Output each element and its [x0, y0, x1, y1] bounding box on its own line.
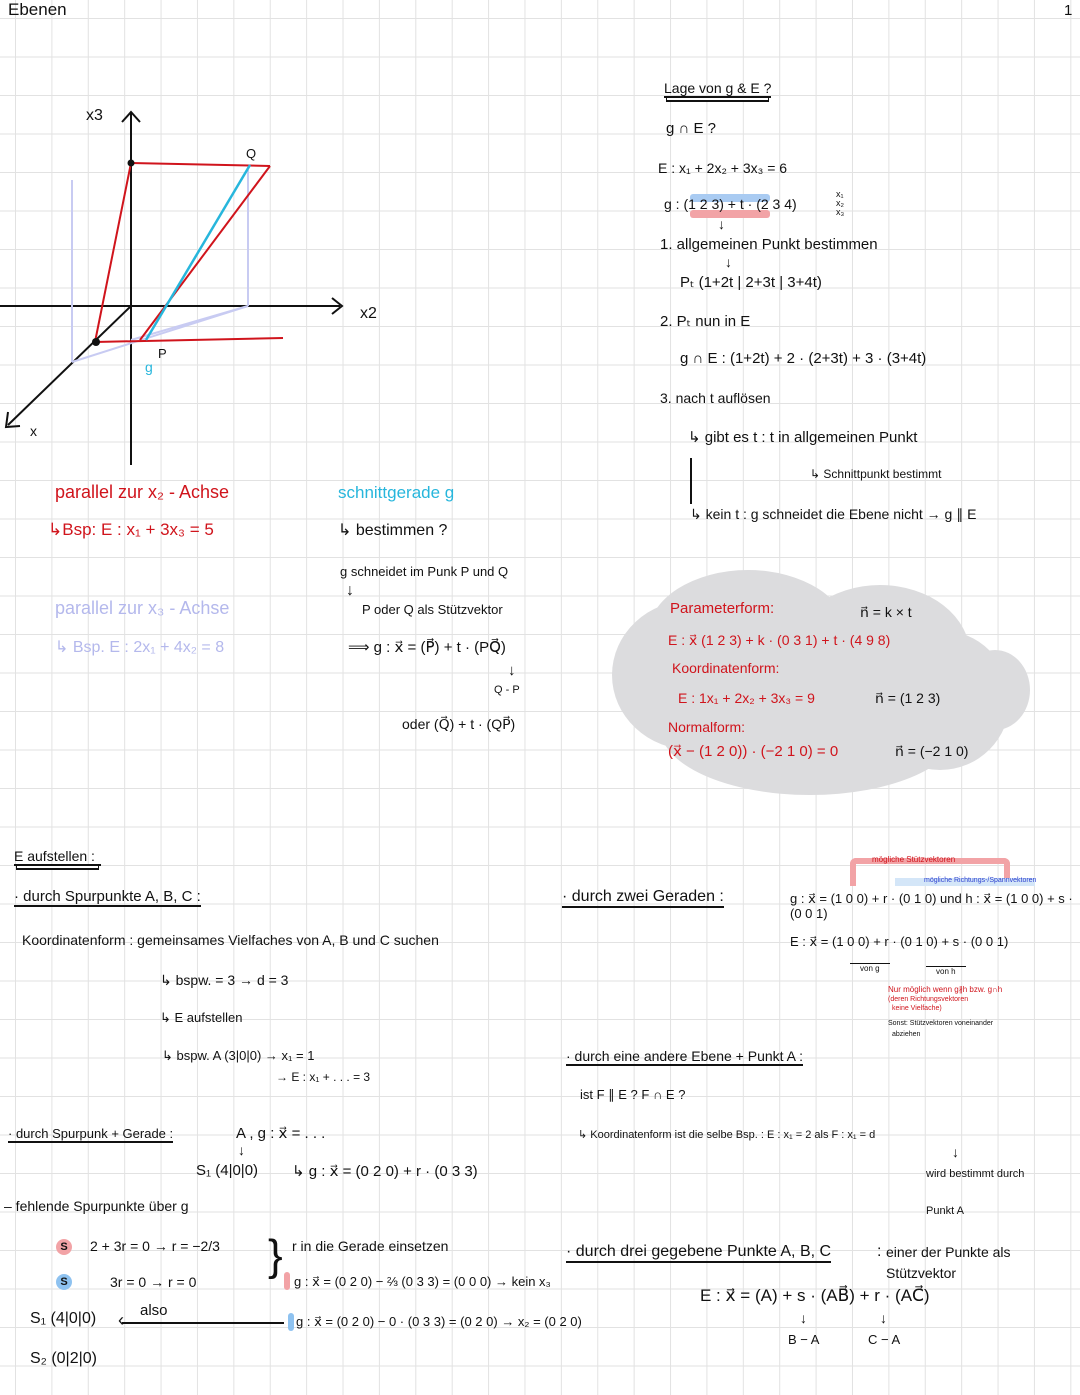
x1-axis [8, 306, 131, 425]
schnitt-line1: g schneidet im Punk P und Q [340, 564, 509, 579]
richt-label: mögliche Richtungs-/Spannvektoren [924, 877, 1037, 884]
page-title: Ebenen [8, 0, 67, 19]
lage-plane: E : x₁ + 2x₂ + 3x₃ = 6 [658, 160, 788, 176]
line-g-label: g [145, 359, 153, 375]
result-s2: S₂ (0|2|0) [30, 1350, 97, 1367]
brace: } [268, 1231, 283, 1280]
schnitt-line4: Q - P [494, 684, 520, 696]
coord-eq: E : 1x₁ + 2x₂ + 3x₃ = 9 [678, 690, 815, 706]
schnitt-arrow: ↓ [346, 582, 354, 599]
x2-label: x2 [360, 305, 377, 322]
andere-wird: wird bestimmt durch [926, 1168, 1025, 1180]
stuetz-label: mögliche Stützvektoren [872, 855, 956, 864]
normal-eq: (x⃗ − (1 2 0)) · (−2 1 0) = 0 [668, 743, 839, 760]
zwei-note1: Nur möglich wenn g∦h bzw. g∩h [888, 985, 1003, 994]
drei-colon: : [877, 1243, 882, 1260]
drei-arrow-ac: ↓ [880, 1310, 887, 1326]
schnitt-line5: oder (Q⃗) + t · (QP⃗) [402, 716, 516, 732]
g-eval2: g : x⃗ = (0 2 0) − 0 · (0 3 3) = (0 2 0) → x₂ = (0 2 0) [296, 1314, 582, 1329]
also-label: also [140, 1302, 168, 1319]
red-marker [284, 1272, 290, 1290]
drei-note1: einer der Punkte als [886, 1244, 1011, 1260]
also-arrow [122, 1322, 284, 1324]
lage-title: Lage von g & E ? [664, 80, 772, 96]
lage-case1b: ↳ Schnittpunkt bestimmt [810, 467, 942, 481]
drei-note2: Stützvektor [886, 1265, 957, 1281]
koord-line: Koordinatenform : gemeinsames Vielfaches von A, B und C suchen [22, 932, 439, 948]
s-blue-badge: S [56, 1274, 72, 1290]
andere-arrow: ↓ [952, 1144, 959, 1160]
koord-step3: ↳ bspw. A (3|0|0) → x₁ = 1 [162, 1048, 315, 1063]
parallel-x2-title: parallel zur x₂ - Achse [55, 482, 230, 502]
line-g [146, 165, 250, 340]
lage-point: Pₜ (1+2t | 2+3t | 3+4t) [680, 274, 822, 291]
andere-punkt: Punkt A [926, 1205, 964, 1217]
lage-case1: ↳ gibt es t : t in allgemeinen Punkt [688, 429, 918, 446]
lage-step2: 2. Pₜ nun in E [660, 313, 751, 330]
schnitt-arrow2: ↓ [508, 662, 516, 679]
r-eq1: 2 + 3r = 0 → r = −2/3 [90, 1238, 220, 1254]
zwei-note2: (deren Richtungsvektoren [888, 996, 969, 1003]
parallel-x3-title: parallel zur x₃ - Achse [55, 598, 230, 618]
param-normal: n⃗ = k × t [860, 604, 912, 620]
drei-ca: C − A [868, 1332, 901, 1347]
g-eval1: g : x⃗ = (0 2 0) − ⅔ (0 3 3) = (0 0 0) → kein x₃ [294, 1274, 551, 1289]
von-g: von g [850, 963, 890, 973]
einsetzen-label: r in die Gerade einsetzen [292, 1238, 449, 1254]
schnitt-sub: ↳ bestimmen ? [338, 522, 448, 539]
lage-arrow: ↓ [718, 216, 725, 232]
zwei-note5: abziehen [892, 1031, 921, 1038]
lage-equation: g ∩ E : (1+2t) + 2 · (2+3t) + 3 · (3+4t) [680, 350, 927, 367]
aufstellen-title: E aufstellen : [14, 848, 101, 866]
point-p-label: P [158, 346, 167, 361]
sg-s1: S₁ (4|0|0) [196, 1162, 259, 1179]
lage-step1: 1. allgemeinen Punkt bestimmen [660, 236, 878, 253]
also-arrowhead: ‹ [118, 1310, 124, 1330]
sg-rest: A , g : x⃗ = . . . [236, 1125, 326, 1142]
drei-arrow-ab: ↓ [800, 1310, 807, 1326]
param-title: Parameterform: [670, 600, 775, 617]
koord-step4: → E : x₁ + . . . = 3 [276, 1070, 371, 1084]
lage-line: g : (1 2 3) + t · (2 3 4) [664, 196, 797, 212]
zwei-e: E : x⃗ = (1 0 0) + r · (0 1 0) + s · (0 0 1) [790, 934, 1009, 949]
lage-arrow2: ↓ [725, 254, 732, 270]
lage-components: x₁ x₂ x₃ [836, 189, 845, 217]
page-number: 1 [1064, 2, 1073, 19]
andere-q: ist F ∥ E ? F ∩ E ? [580, 1087, 686, 1102]
schnitt-line2: P oder Q als Stützvektor [362, 602, 503, 617]
sg-title: · durch Spurpunk + Gerade : [8, 1126, 174, 1141]
coord-title: Koordinatenform: [672, 660, 780, 676]
lage-case2: ↳ kein t : g schneidet die Ebene nicht → g ∥ E [690, 506, 977, 522]
drei-eq: E : x⃗ = (A) + s · (AB⃗) + r · (AC⃗) [700, 1286, 930, 1305]
s-red-badge: S [56, 1239, 72, 1255]
andere-k: ↳ Koordinatenform ist die selbe Bsp. : E : x₁ = 2 als F : x₁ = d [578, 1129, 876, 1141]
r-eq2: 3r = 0 → r = 0 [110, 1274, 197, 1290]
x1-label: x [30, 423, 37, 439]
drei-title: · durch drei gegebene Punkte A, B, C [566, 1243, 831, 1263]
parallel-x3-example: ↳ Bsp. E : 2x₁ + 4x₂ = 8 [55, 639, 225, 656]
andere-title: · durch eine andere Ebene + Punkt A : [566, 1048, 804, 1064]
drei-ba: B − A [788, 1332, 820, 1347]
schnittgerade-title: schnittgerade g [338, 483, 455, 502]
koord-step1: ↳ bspw. = 3 → d = 3 [160, 972, 289, 988]
spur-title: · durch Spurpunkte A, B, C : [14, 888, 201, 905]
normal-title: Normalform: [668, 719, 746, 735]
case-connector [690, 458, 692, 504]
lage-question: g ∩ E ? [666, 120, 716, 137]
zwei-title: · durch zwei Geraden : [562, 888, 724, 908]
result-s1: S₁ (4|0|0) [30, 1310, 97, 1327]
param-eq: E : x⃗ (1 2 3) + k · (0 3 1) + t · (4 9 8) [668, 632, 891, 648]
zwei-note3: keine Vielfache) [892, 1005, 942, 1012]
koord-step2: ↳ E aufstellen [160, 1010, 243, 1025]
point-q-label: Q [246, 146, 257, 161]
sg-arrow: ↓ [238, 1142, 245, 1158]
zwei-note4: Sonst: Stützvektoren voneinander [888, 1020, 994, 1027]
zwei-gh: g : x⃗ = (1 0 0) + r · (0 1 0) und h : x⃗ = (1 0 0) + s · (0 0 1) [790, 891, 1073, 921]
sg-g: ↳ g : x⃗ = (0 2 0) + r · (0 3 3) [292, 1163, 478, 1180]
blue-marker [288, 1313, 294, 1331]
normal-normal: n⃗ = (−2 1 0) [895, 743, 969, 759]
coord-normal: n⃗ = (1 2 3) [875, 690, 941, 706]
coordinate-diagram [0, 90, 420, 470]
von-h: von h [926, 966, 966, 976]
lage-step3: 3. nach t auflösen [660, 390, 771, 406]
fehlende-title: – fehlende Spurpunkte über g [4, 1198, 189, 1214]
schnitt-line3: ⟹ g : x⃗ = (P⃗) + t · (PQ⃗) [348, 639, 506, 656]
x3-label: x3 [86, 107, 103, 124]
parallel-x2-example: ↳Bsp: E : x₁ + 3x₃ = 5 [48, 520, 214, 539]
